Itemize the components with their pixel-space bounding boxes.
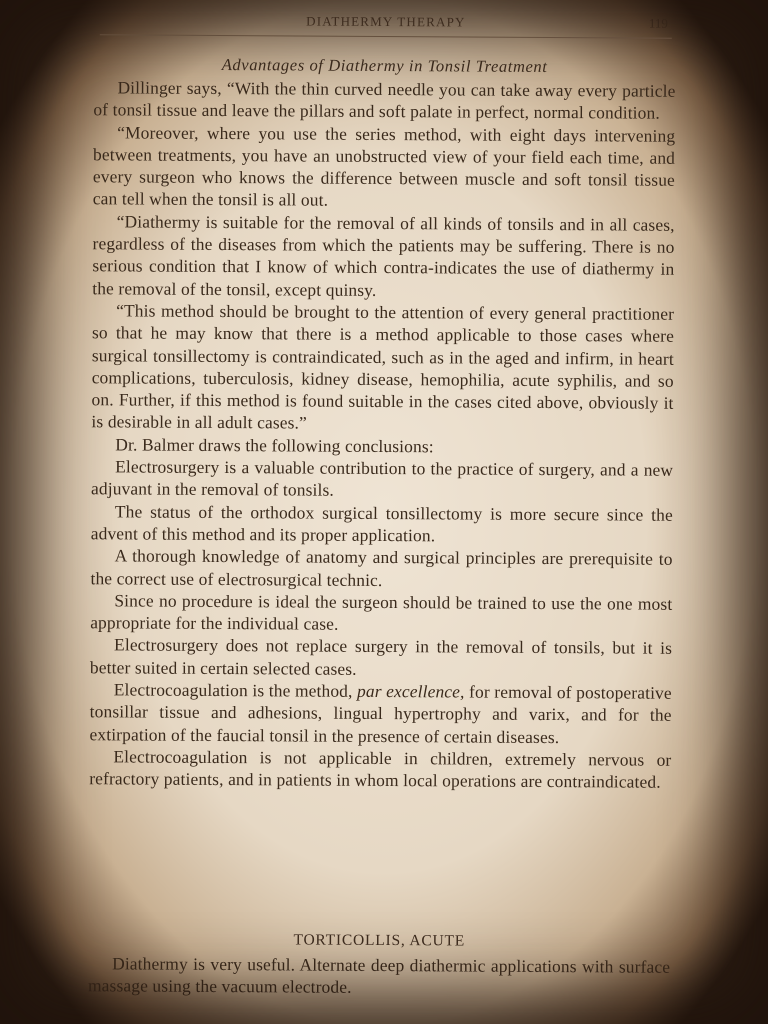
paragraph: “Diathermy is suitable for the removal of all kinds of tonsils and in all cases, regardless of the diseases from which the patients may be suffering. There is no serious condition that I know of which contra-indicates the use of diathermy in the removal of the tonsil, except quinsy.	[92, 211, 675, 300]
paragraph: Electrosurgery does not replace surgery in the removal of tonsils, but it is better suited in certain selected cases.	[89, 634, 673, 679]
paragraph: Electrocoagulation is not applicable in children, extremely nervous or refractory patients, and in patients in whom local operations are contraindicated.	[89, 746, 672, 792]
paragraph: Electrosurgery is a valuable contribution to the practice of surgery, and a new adjuvant in the removal of tonsils.	[90, 456, 674, 501]
paragraph: A thorough knowledge of anatomy and surgical principles are prerequisite to the correct use of electrosurgical technic.	[90, 545, 673, 590]
paragraph: Since no procedure is ideal the surgeon should be trained to use the one most appropriate for the individual case.	[90, 590, 673, 634]
paragraph: “Moreover, where you use the series method, with eight days intervening between treatments, you have an unobstructed view of your field each time, and every surgeon who knows the difference between muscle and soft tonsil tissue can tell when the tonsil is all out.	[92, 121, 676, 211]
running-head	[100, 8, 672, 38]
section-heading: Advantages of Diathermy in Tonsil Treatment	[221, 55, 548, 76]
paragraph-text: Electrocoagulation is the method,	[113, 679, 358, 701]
body-text	[89, 76, 675, 793]
section-title-torticollis: TORTICOLLIS, ACUTE	[293, 931, 466, 950]
italic-phrase: par excellence,	[357, 680, 465, 702]
section-body	[88, 952, 670, 1000]
running-head-title: DIATHERMY THERAPY	[306, 13, 466, 30]
paragraph	[89, 678, 671, 748]
paragraph: The status of the orthodox surgical tonsillectomy is more secure since the advent of this method and its proper application.	[90, 501, 673, 546]
paragraph: Dr. Balmer draws the following conclusions:	[115, 434, 434, 457]
paragraph-text: for removal of postoperative tonsillar tissue and adhesions, lingual hypertrophy and varix, and for the extirpation of the faucial tonsil in the presence of certain diseases.	[89, 681, 672, 747]
book-page	[82, 4, 682, 1008]
paragraph: “This method should be brought to the attention of every general practitioner so that he may know that there is a method applicable to those cases where surgical tonsillectomy is contraindicated, such as in the aged and infirm, in heart complications, tuberculosis, kidney disease, hemophilia, acute syphilis, and so on. Further, if this method is found suitable in the cases cited above, obviously it is desirable in all adult cases.”	[91, 300, 675, 433]
paragraph: Diathermy is very useful. Alternate deep diathermic applications with surface massage using the vacuum electrode.	[87, 953, 671, 998]
paragraph: Dillinger says, “With the thin curved needle you can take away every particle of tonsil tissue and leave the pillars and soft palate in perfect, normal condition.	[93, 77, 676, 123]
page-number: 119	[648, 15, 668, 31]
